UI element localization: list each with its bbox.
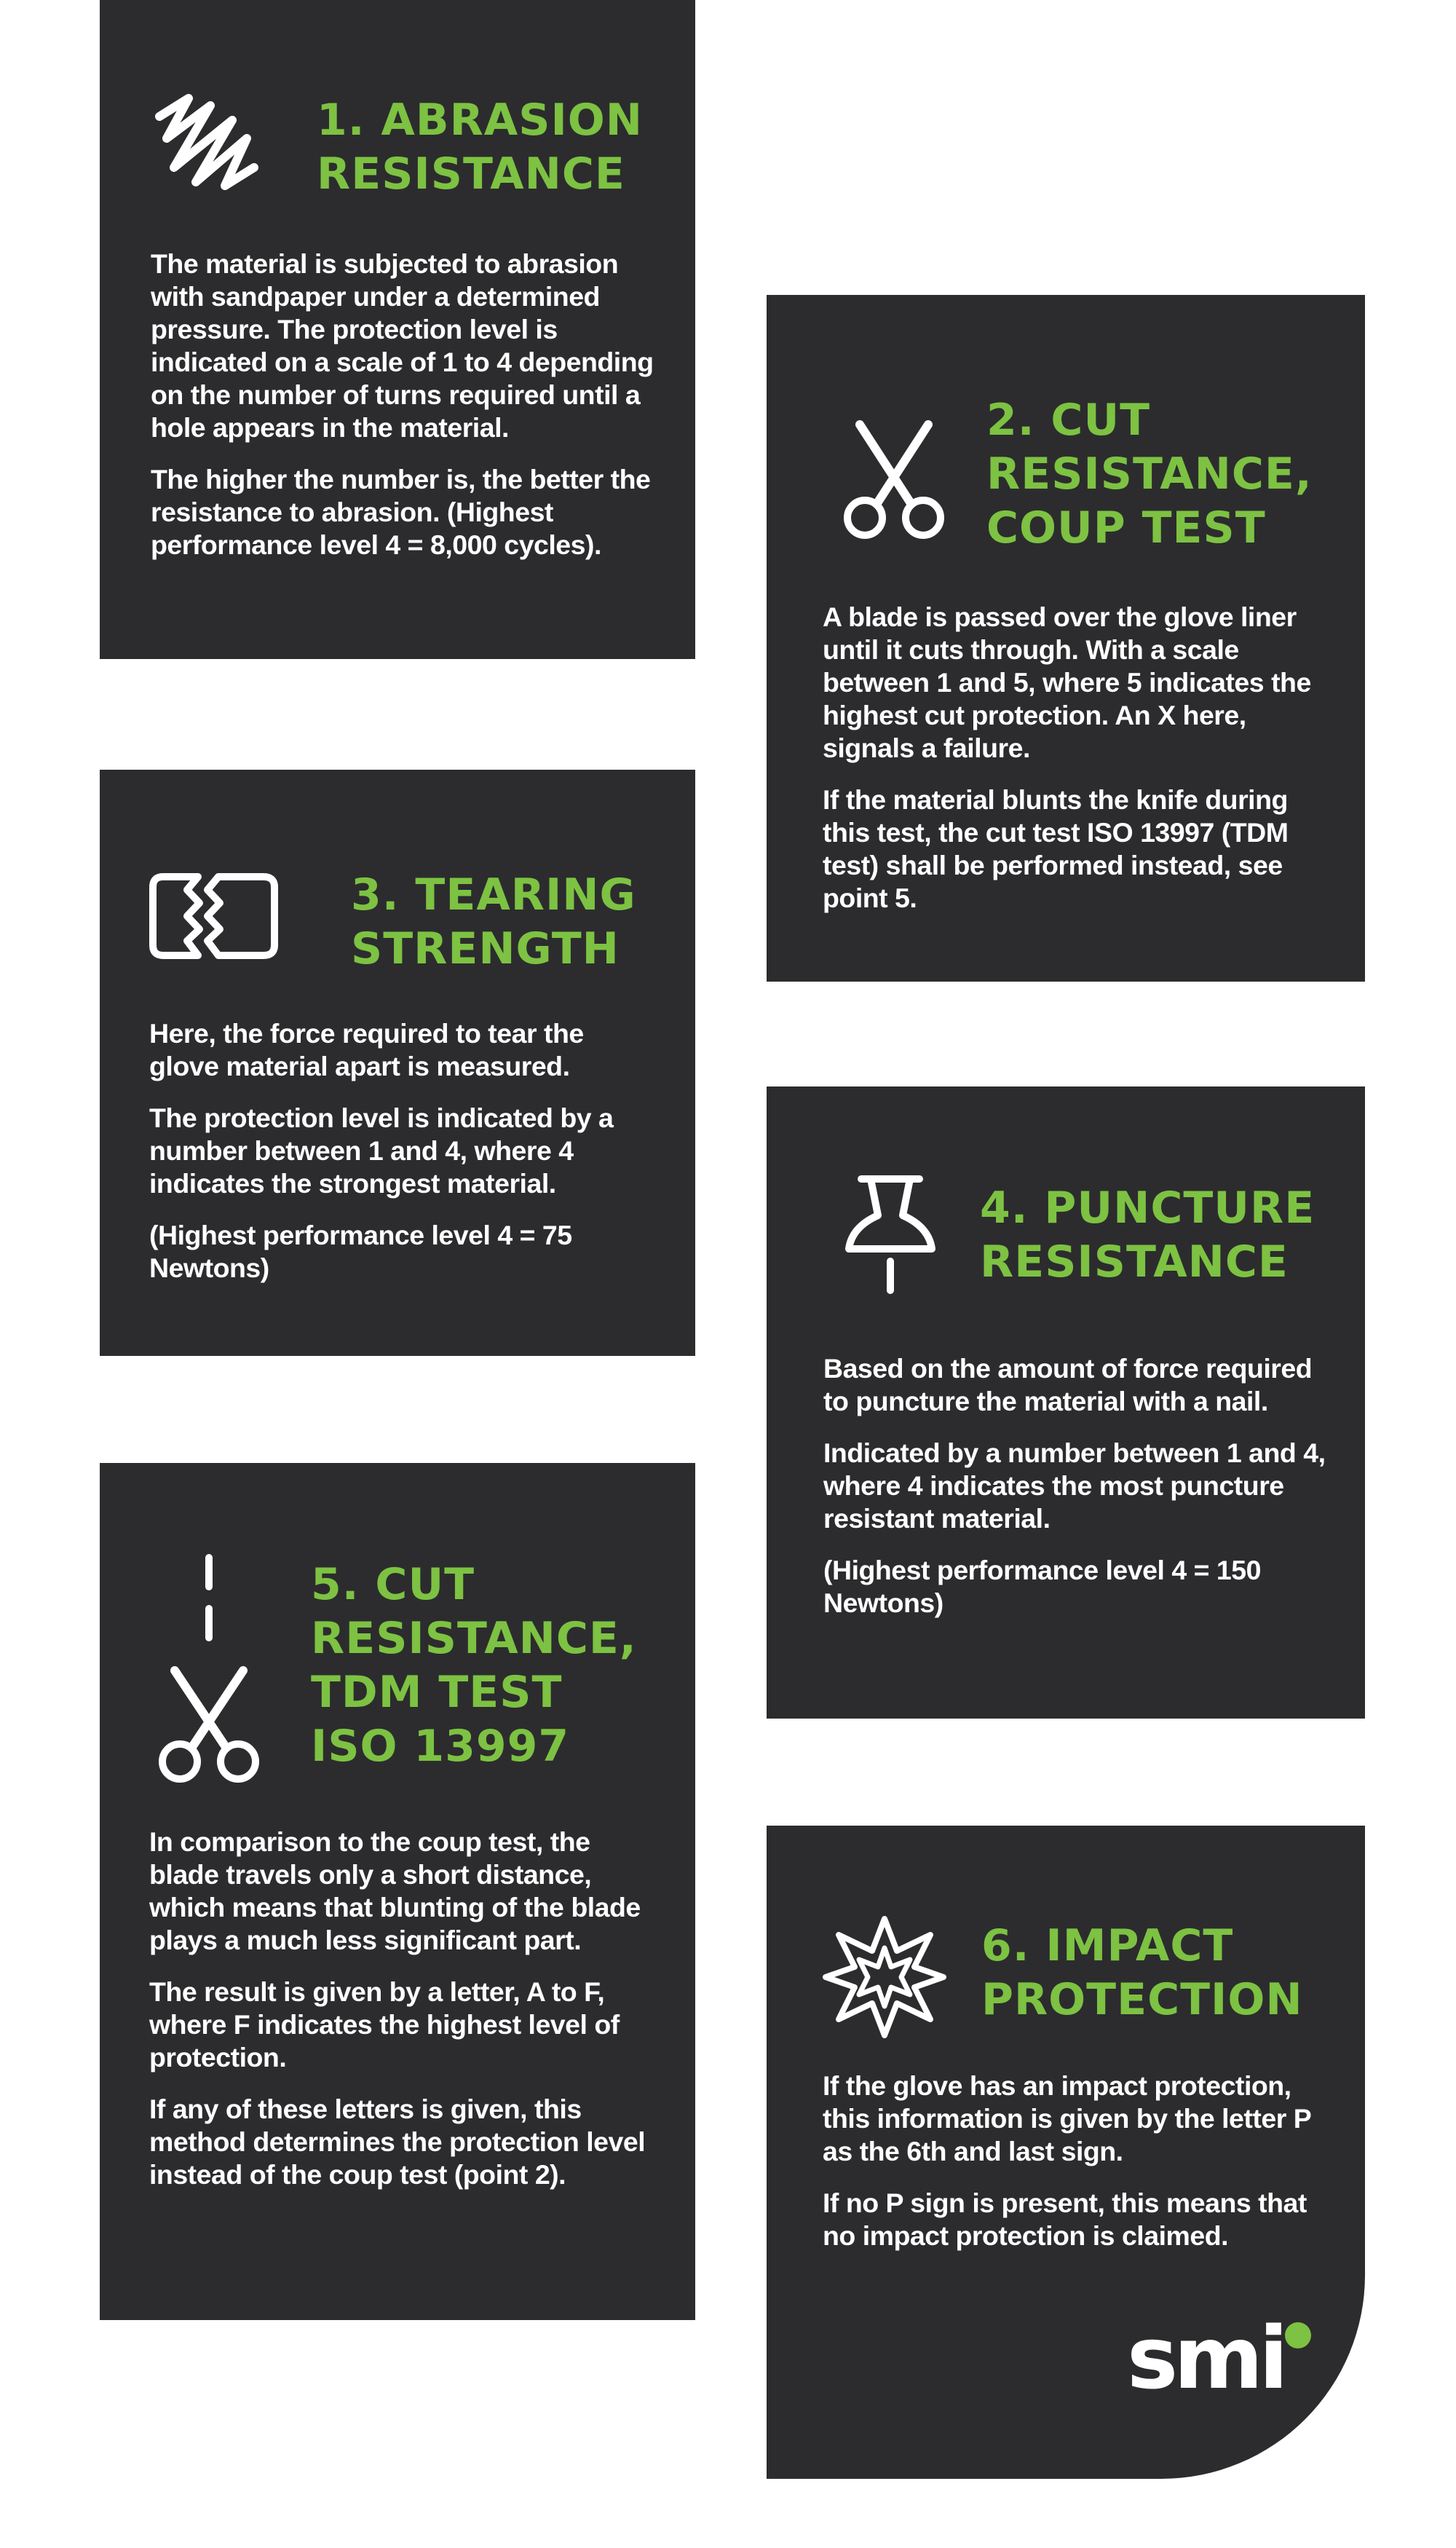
card-title-line: ISO 13997 — [311, 1721, 570, 1772]
card-title-line: RESISTANCE — [317, 149, 625, 200]
card-paragraph: Indicated by a number between 1 and 4, where 4 indicates the most puncture resistant material. — [823, 1437, 1326, 1534]
card-cut-resistance-tdm — [100, 1463, 695, 2320]
card-title-line: RESISTANCE, — [311, 1613, 637, 1664]
smi-logo — [1127, 2308, 1309, 2408]
scissors-icon — [839, 417, 949, 545]
logo-wordmark: smi — [1127, 2308, 1284, 2408]
card-tearing-strength — [100, 770, 695, 1356]
card-paragraph: Here, the force required to tear the glove material apart is measured. — [149, 1018, 584, 1081]
card-abrasion-resistance — [100, 0, 695, 659]
card-paragraph: The protection level is indicated by a number between 1 and 4, where 4 indicates the strongest material. — [149, 1103, 614, 1199]
card-title-line: 4. PUNCTURE — [980, 1183, 1315, 1234]
card-paragraph: The material is subjected to abrasion with sandpaper under a determined pressure. The protection level is indicated on a scale of 1 to 4 depending on the number of turns required until a hole appears in the material. — [151, 248, 654, 443]
card-title-line: STRENGTH — [351, 923, 620, 974]
scissors-dashed-icon — [154, 1550, 264, 1791]
card-puncture-resistance — [767, 1086, 1365, 1719]
logo-dot — [1285, 2322, 1311, 2348]
card-title-line: 3. TEARING — [351, 869, 636, 920]
card-title-line: 1. ABRASION — [317, 95, 643, 146]
impact-burst-icon — [821, 1913, 949, 2040]
card-title-line: COUP TEST — [986, 502, 1266, 553]
card-paragraph: Based on the amount of force required to puncture the material with a nail. — [823, 1353, 1313, 1416]
card-title-line: RESISTANCE — [980, 1236, 1289, 1287]
card-title-line: 6. IMPACT — [981, 1920, 1234, 1971]
card-paragraph: The result is given by a letter, A to F, where F indicates the highest level of protection. — [149, 1976, 620, 2072]
card-paragraph: (Highest performance level 4 = 75 Newtons) — [149, 1220, 572, 1283]
card-title-line: RESISTANCE, — [986, 449, 1313, 500]
card-paragraph: If the glove has an impact protection, this information is given by the letter P as the 6th and last sign. — [823, 2070, 1311, 2166]
card-title-line: PROTECTION — [981, 1974, 1303, 2025]
card-paragraph: If the material blunts the knife during this test, the cut test ISO 13997 (TDM test) shall be performed instead, see point 5. — [823, 784, 1289, 913]
card-title-line: TDM TEST — [311, 1667, 563, 1718]
card-title-line: 5. CUT — [311, 1559, 475, 1610]
card-paragraph: (Highest performance level 4 = 150 Newtons) — [823, 1555, 1261, 1618]
card-paragraph: A blade is passed over the glove liner until it cuts through. With a scale between 1 and 5, where 5 indicates the highest cut protection. An X here, signals a failure. — [823, 601, 1311, 763]
scribble-icon — [145, 87, 269, 197]
pushpin-icon — [836, 1170, 945, 1298]
card-paragraph: In comparison to the coup test, the blade travels only a short distance, which means that blunting of the blade plays a much less significant part. — [149, 1826, 641, 1955]
card-title-line: 2. CUT — [986, 395, 1151, 446]
card-paragraph: If any of these letters is given, this method determines the protection level instead of the coup test (point 2). — [149, 2094, 646, 2190]
torn-material-icon — [147, 868, 282, 963]
card-paragraph: The higher the number is, the better the resistance to abrasion. (Highest performance level 4 = 8,000 cycles). — [151, 464, 651, 560]
card-paragraph: If no P sign is present, this means that no impact protection is claimed. — [823, 2188, 1307, 2251]
card-cut-resistance-coup — [767, 295, 1365, 982]
